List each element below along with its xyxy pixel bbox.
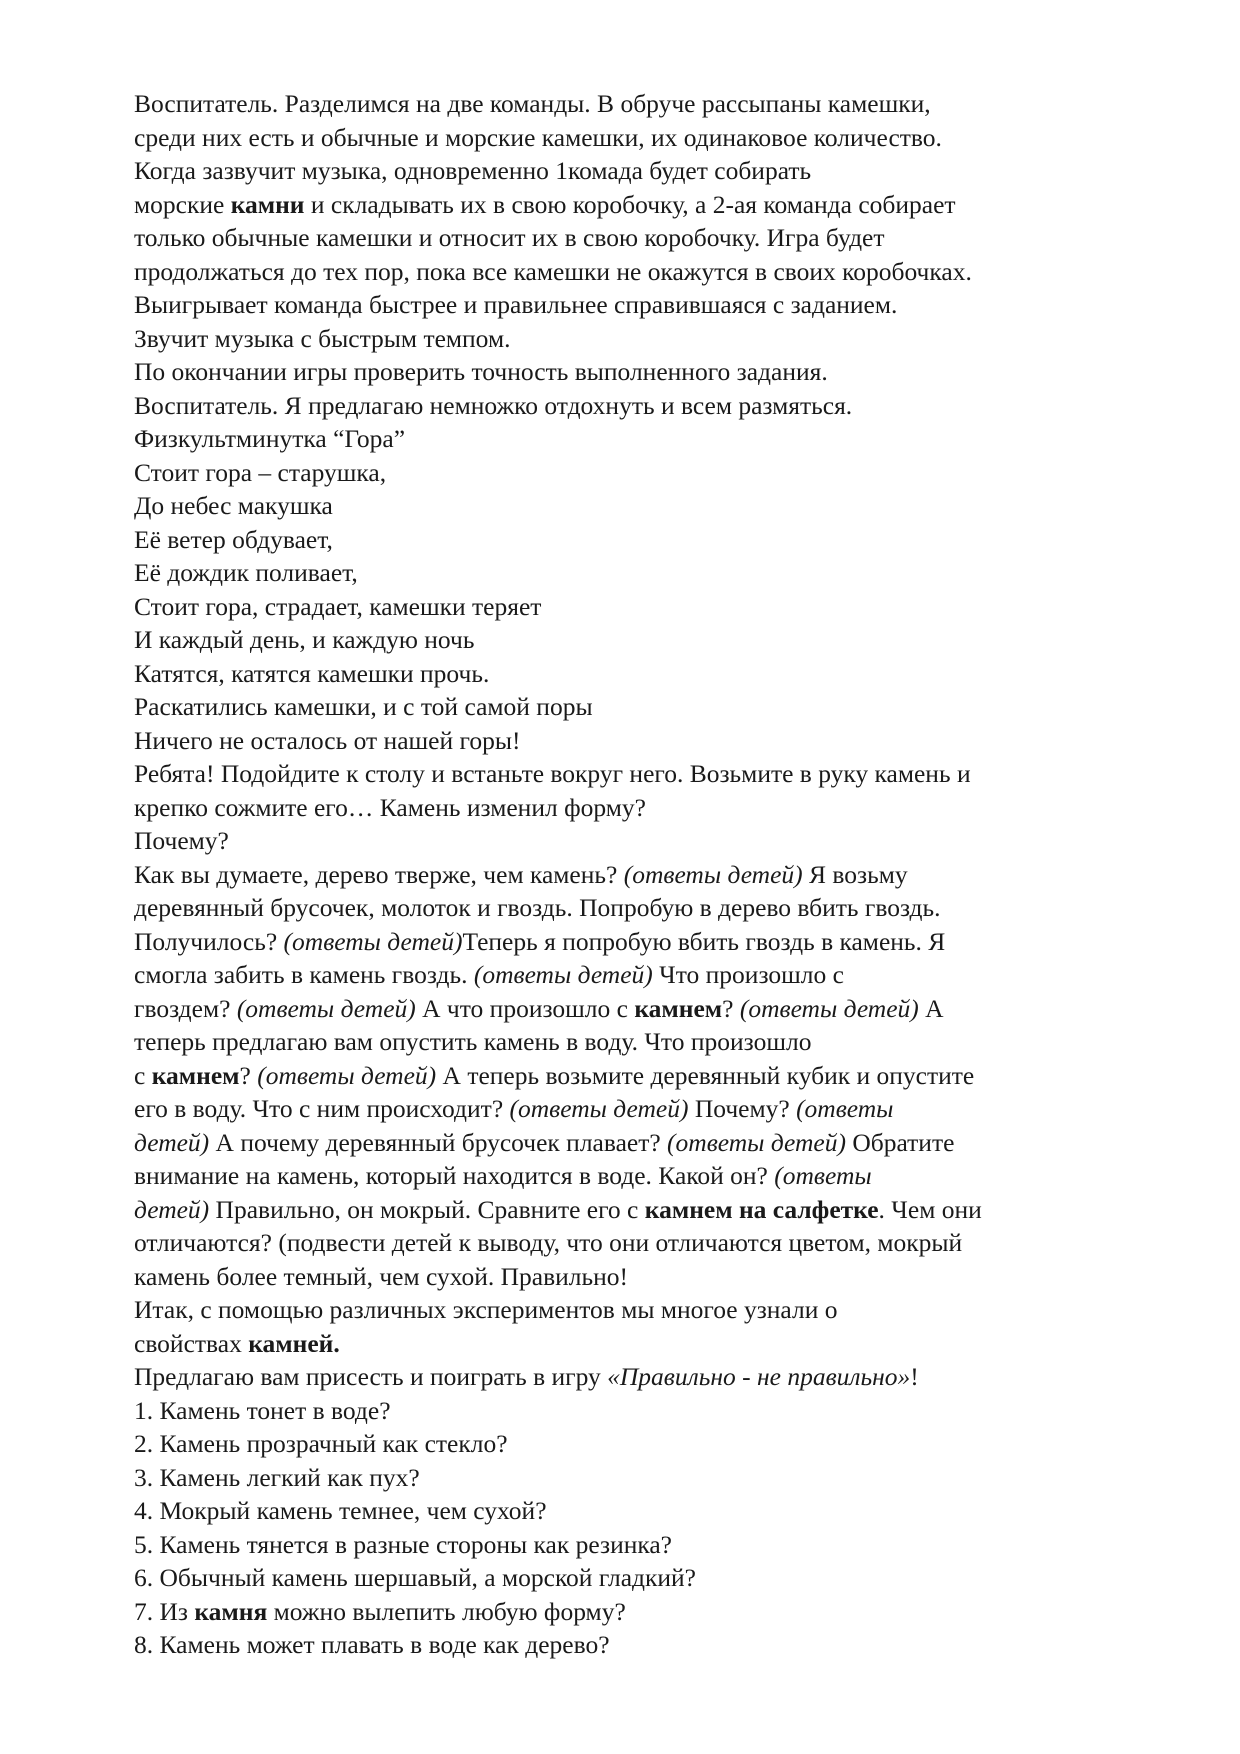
text-line: [134, 1461, 1134, 1495]
text-line: [134, 657, 1134, 691]
text-line: [134, 1126, 1134, 1160]
text-line: [134, 1427, 1134, 1461]
text-segment: Я возьму: [802, 859, 908, 889]
text-line: [134, 255, 1134, 289]
italic-text: детей): [134, 1194, 210, 1224]
text-line: [134, 1561, 1134, 1595]
bold-text: камня: [194, 1596, 268, 1626]
text-segment: 6. Обычный камень шершавый, а морской гладкий?: [134, 1563, 696, 1592]
text-segment: Почему?: [134, 826, 229, 855]
text-segment: и складывать их в свою коробочку, а 2-ая команда собирает: [304, 189, 956, 219]
text-line: [134, 824, 1134, 858]
bold-text: камнем: [151, 1060, 240, 1090]
text-segment: Ребята! Подойдите к столу и встаньте вокруг него. Возьмите в руку камень и: [134, 759, 971, 788]
text-segment: Стоит гора, страдает, камешки теряет: [134, 591, 542, 621]
italic-text: «Правильно - не правильно»: [607, 1362, 911, 1391]
text-line: [134, 623, 1134, 657]
italic-text: (ответы: [774, 1161, 872, 1190]
text-line: [134, 1360, 1134, 1394]
text-segment: только обычные камешки и относит их в свою коробочку. Игра будет: [134, 223, 885, 252]
text-segment: Обратите: [845, 1127, 955, 1157]
text-segment: морские: [134, 189, 231, 219]
text-line: [134, 523, 1134, 557]
text-segment: Её дождик поливает,: [134, 558, 358, 587]
text-segment: среди них есть и обычные и морские камешки, их одинаковое количество.: [134, 122, 942, 152]
text-line: [134, 1059, 1134, 1093]
text-segment: До небес макушка: [134, 491, 333, 520]
text-line: [134, 1494, 1134, 1528]
text-line: [134, 858, 1134, 892]
text-segment: камень более темный, чем сухой. Правильно!: [134, 1261, 629, 1291]
text-segment: гвоздем?: [134, 993, 237, 1023]
text-line: [134, 992, 1134, 1026]
text-segment: 2. Камень прозрачный как стекло?: [134, 1429, 508, 1458]
text-line: [134, 724, 1134, 758]
italic-text: (ответы детей): [473, 960, 653, 989]
text-segment: Физкультминутка “Гора”: [134, 424, 406, 453]
text-segment: Получилось?: [134, 926, 284, 956]
document-page: [134, 87, 1134, 1662]
text-line: [134, 757, 1134, 791]
text-segment: отличаются? (подвести детей к выводу, что они отличаются цветом, мокрый: [134, 1228, 963, 1257]
text-segment: 3. Камень легкий как пух?: [134, 1462, 420, 1492]
text-segment: Теперь я попробую вбить гвоздь в камень. Я: [462, 926, 946, 956]
italic-text: (ответы детей): [257, 1060, 437, 1090]
text-line: [134, 355, 1134, 389]
text-line: [134, 1193, 1134, 1227]
text-segment: 7. Из: [134, 1596, 195, 1626]
italic-text: (ответы детей): [623, 859, 803, 889]
bold-text: камней.: [248, 1328, 340, 1358]
text-line: [134, 221, 1134, 255]
text-segment: ?: [722, 993, 740, 1023]
bold-text: камни: [230, 189, 305, 219]
text-segment: Воспитатель. Я предлагаю немножко отдохнуть и всем размяться.: [134, 390, 853, 420]
text-line: [134, 322, 1134, 356]
italic-text: (ответы детей): [667, 1127, 846, 1157]
bold-text: камнем: [634, 993, 723, 1023]
text-line: [134, 1528, 1134, 1562]
text-segment: А что произошло с: [415, 993, 635, 1023]
text-line: [134, 489, 1134, 523]
text-segment: продолжаться до тех пор, пока все камешки не окажутся в своих коробочках.: [134, 256, 972, 286]
text-line: [134, 87, 1134, 121]
text-segment: Катятся, катятся камешки прочь.: [134, 658, 490, 688]
italic-text: (ответы: [796, 1094, 894, 1123]
text-segment: Воспитатель. Разделимся на две команды. В обруче рассыпаны камешки,: [134, 89, 931, 118]
text-segment: внимание на камень, который находится в воде. Какой он?: [134, 1161, 775, 1190]
bold-text: камнем на салфетке: [644, 1194, 879, 1224]
text-line: [134, 556, 1134, 590]
text-segment: 1. Камень тонет в воде?: [134, 1395, 391, 1425]
text-line: [134, 1293, 1134, 1327]
text-segment: А почему деревянный брусочек плавает?: [209, 1127, 668, 1157]
text-line: [134, 891, 1134, 925]
text-line: [134, 1159, 1134, 1193]
text-line: [134, 1595, 1134, 1629]
text-line: [134, 1327, 1134, 1361]
text-segment: Правильно, он мокрый. Сравните его с: [209, 1194, 645, 1224]
text-segment: можно вылепить любую форму?: [267, 1596, 626, 1626]
text-segment: теперь предлагаю вам опустить камень в воду. Что произошло: [134, 1027, 812, 1056]
text-line: [134, 422, 1134, 456]
text-segment: Итак, с помощью различных экспериментов мы многое узнали о: [134, 1295, 838, 1324]
text-line: [134, 288, 1134, 322]
text-line: [134, 590, 1134, 624]
text-segment: 8. Камень может плавать в воде как дерево?: [134, 1630, 610, 1659]
text-line: [134, 456, 1134, 490]
text-segment: деревянный брусочек, молоток и гвоздь. Попробую в дерево вбить гвоздь.: [134, 893, 941, 922]
italic-text: детей): [134, 1127, 210, 1157]
text-segment: свойствах: [134, 1328, 249, 1358]
text-segment: Предлагаю вам присесть и поиграть в игру: [134, 1362, 608, 1391]
text-segment: Выигрывает команда быстрее и правильнее справившаяся с заданием.: [134, 290, 898, 319]
text-line: [134, 121, 1134, 155]
text-segment: И каждый день, и каждую ночь: [134, 625, 475, 654]
text-line: [134, 958, 1134, 992]
text-line: [134, 154, 1134, 188]
text-segment: Почему?: [688, 1094, 797, 1123]
text-segment: Стоит гора – старушка,: [134, 457, 387, 487]
text-segment: Что произошло с: [652, 960, 844, 989]
text-line: [134, 389, 1134, 423]
text-line: [134, 1092, 1134, 1126]
italic-text: (ответы детей): [236, 993, 416, 1023]
text-line: [134, 1394, 1134, 1428]
italic-text: (ответы детей): [509, 1094, 689, 1123]
text-segment: его в воду. Что с ним происходит?: [134, 1094, 510, 1123]
text-line: [134, 1025, 1134, 1059]
text-segment: Ничего не осталось от нашей горы!: [134, 725, 521, 755]
text-segment: Раскатились камешки, и с той самой поры: [134, 692, 593, 721]
text-line: [134, 1628, 1134, 1662]
text-segment: А: [918, 993, 944, 1023]
text-segment: 4. Мокрый камень темнее, чем сухой?: [134, 1496, 547, 1525]
text-segment: ?: [239, 1060, 258, 1090]
text-line: [134, 188, 1134, 222]
text-segment: Когда зазвучит музыка, одновременно 1комада будет собирать: [134, 156, 812, 185]
text-line: [134, 791, 1134, 825]
text-segment: с: [134, 1060, 152, 1090]
text-segment: 5. Камень тянется в разные стороны как резинка?: [134, 1529, 673, 1559]
text-segment: Её ветер обдувает,: [134, 524, 333, 554]
text-segment: . Чем они: [878, 1194, 982, 1224]
text-line: [134, 925, 1134, 959]
text-line: [134, 1260, 1134, 1294]
text-segment: По окончании игры проверить точность выполненного задания.: [134, 357, 828, 386]
italic-text: (ответы детей): [283, 926, 463, 956]
text-segment: Звучит музыка с быстрым темпом.: [134, 323, 511, 353]
text-segment: крепко сожмите его… Камень изменил форму?: [134, 792, 646, 822]
text-line: [134, 690, 1134, 724]
text-segment: смогла забить в камень гвоздь.: [134, 960, 474, 989]
text-line: [134, 1226, 1134, 1260]
italic-text: (ответы детей): [739, 993, 919, 1023]
text-segment: А теперь возьмите деревянный кубик и опустите: [436, 1060, 975, 1090]
text-segment: Как вы думаете, дерево тверже, чем камень?: [134, 859, 624, 889]
text-segment: !: [910, 1362, 919, 1391]
